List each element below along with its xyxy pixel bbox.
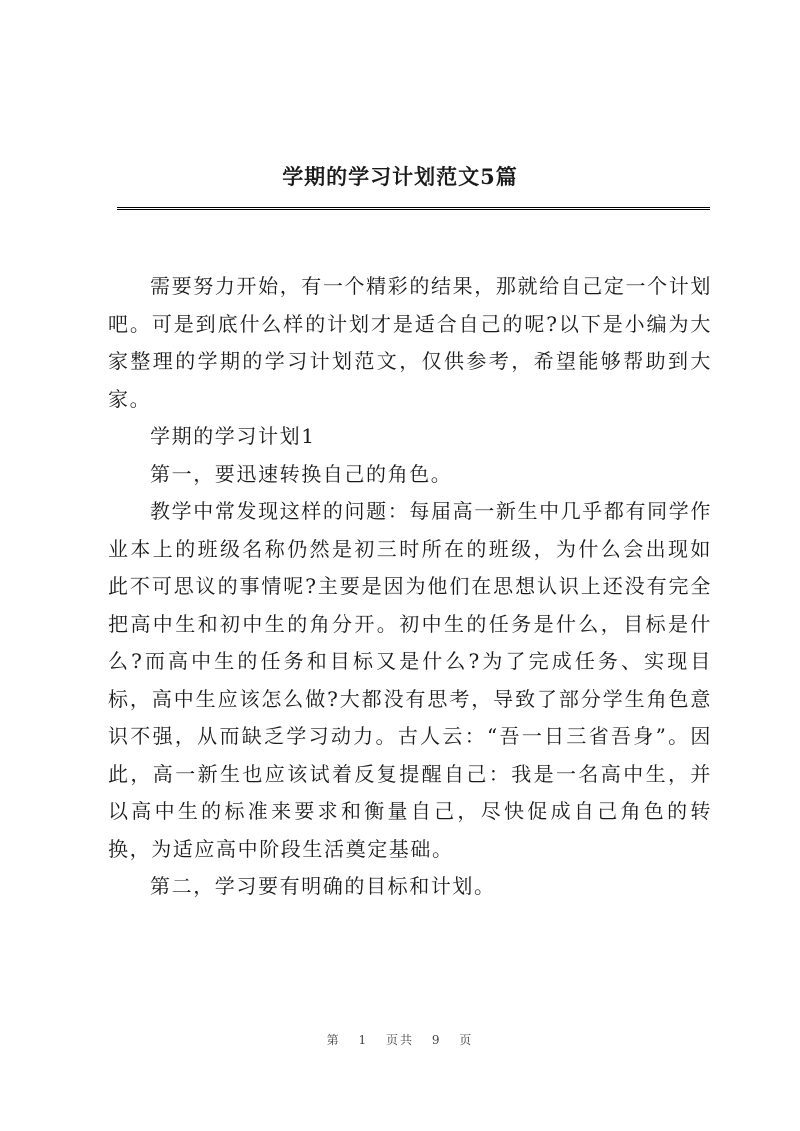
section-heading: 学期的学习计划1 <box>150 424 316 448</box>
footer-total-pages: 9 <box>431 1033 442 1047</box>
point-heading: 第二，学习要有明确的目标和计划。 <box>150 874 496 898</box>
document-body <box>108 268 712 906</box>
document-title: 学期的学习计划范文5篇 <box>282 164 518 189</box>
point-heading: 第一，要迅速转换自己的角色。 <box>150 461 453 486</box>
paragraph-content: 教学中常发现这样的问题：每届高一新生中几乎都有同学作业本上的班级名称仍然是初三时所在的班级，为什么会出现如此不可思议的事情呢?主要是因为他们在思想认识上还没有完全把高中生和初中生的角分开。初中生的任务是什么，目标是什么?而高中生的任务和目标又是什么?为了完成任务、实现目标，高中生应该怎么做?大都没有思考，导致了部分学生角色意识不强，从而缺乏学习动力。古人云：“吾一日三省吾身”。因此，高一新生也应该试着反复提醒自己：我是一名高中生，并以高中生的标准来要求和衡量自己，尽快促成自己角色的转换，为适应高中阶段生活奠定基础。 <box>108 499 712 861</box>
footer-prefix: 第 <box>326 1033 341 1047</box>
footer-current-page: 1 <box>358 1033 369 1047</box>
page-footer <box>0 1031 800 1048</box>
paragraph-intro: 需要努力开始，有一个精彩的结果，那就给自己定一个计划吧。可是到底什么样的计划才是适合自己的呢?以下是小编为大家整理的学期的学习计划范文，仅供参考，希望能够帮助到大家。 <box>108 274 712 411</box>
footer-middle: 页共 <box>385 1033 414 1047</box>
title-underline <box>117 207 710 210</box>
footer-suffix: 页 <box>459 1033 474 1047</box>
